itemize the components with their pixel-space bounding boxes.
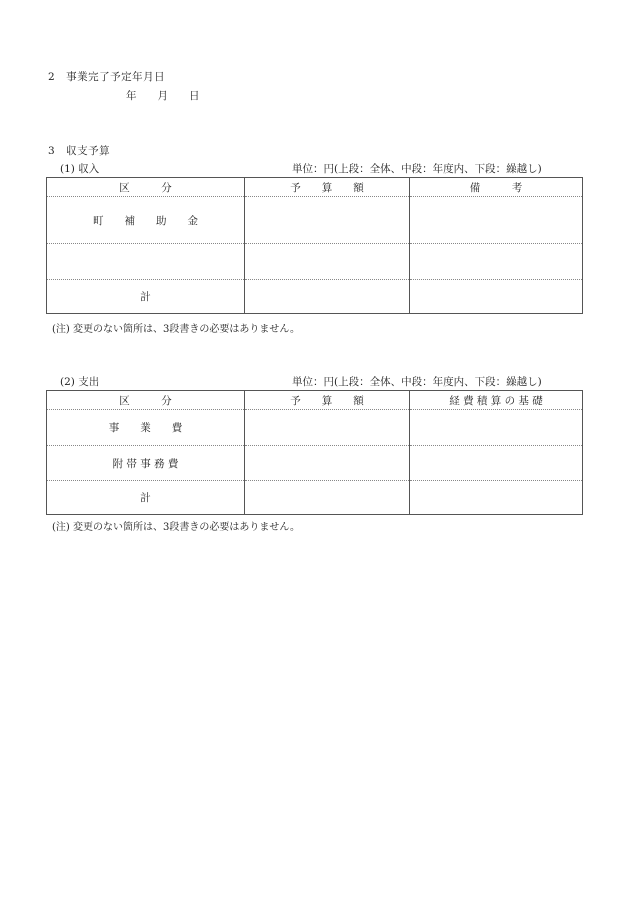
header-budget-amount: 予 算 額 — [245, 391, 410, 410]
table-row — [47, 410, 583, 446]
section-3-title: 3 収支予算 — [48, 145, 111, 157]
header-budget-amount: 予 算 額 — [245, 178, 410, 197]
amount-cell — [245, 280, 410, 314]
row-label: 事 業 費 — [47, 410, 245, 446]
income-header-row — [47, 178, 583, 197]
expense-unit-note: 単位：円(上段：全体、中段：年度内、下段：繰越し) — [292, 376, 542, 388]
row-label-total: 計 — [47, 481, 245, 515]
amount-cell — [245, 410, 410, 446]
amount-cell — [245, 244, 410, 280]
cost-basis-cell — [410, 481, 583, 515]
table-row — [47, 244, 583, 280]
row-label: 町 補 助 金 — [47, 197, 245, 244]
income-footnote: (注) 変更のない箇所は、3段書きの必要はありません。 — [52, 324, 300, 335]
table-row — [47, 197, 583, 244]
cost-basis-cell — [410, 446, 583, 481]
header-cost-basis: 経 費 積 算 の 基 礎 — [410, 391, 583, 410]
row-label — [47, 244, 245, 280]
table-row — [47, 280, 583, 314]
row-label-total: 計 — [47, 280, 245, 314]
header-category: 区 分 — [47, 391, 245, 410]
remarks-cell — [410, 244, 583, 280]
amount-cell — [245, 481, 410, 515]
expense-header-row — [47, 391, 583, 410]
table-row — [47, 446, 583, 481]
remarks-cell — [410, 280, 583, 314]
section-2-title: 2 事業完了予定年月日 — [48, 71, 166, 83]
cost-basis-cell — [410, 410, 583, 446]
table-row — [47, 481, 583, 515]
expense-heading: (2) 支出 — [60, 376, 100, 388]
amount-cell — [245, 446, 410, 481]
income-table — [46, 177, 583, 314]
completion-date-line: 年 月 日 — [126, 90, 200, 102]
expense-table — [46, 390, 583, 515]
income-unit-note: 単位：円(上段：全体、中段：年度内、下段：繰越し) — [292, 163, 542, 175]
header-category: 区 分 — [47, 178, 245, 197]
amount-cell — [245, 197, 410, 244]
remarks-cell — [410, 197, 583, 244]
header-remarks: 備 考 — [410, 178, 583, 197]
expense-footnote: (注) 変更のない箇所は、3段書きの必要はありません。 — [52, 522, 300, 533]
income-heading: (1) 収入 — [60, 163, 100, 175]
row-label: 附 帯 事 務 費 — [47, 446, 245, 481]
